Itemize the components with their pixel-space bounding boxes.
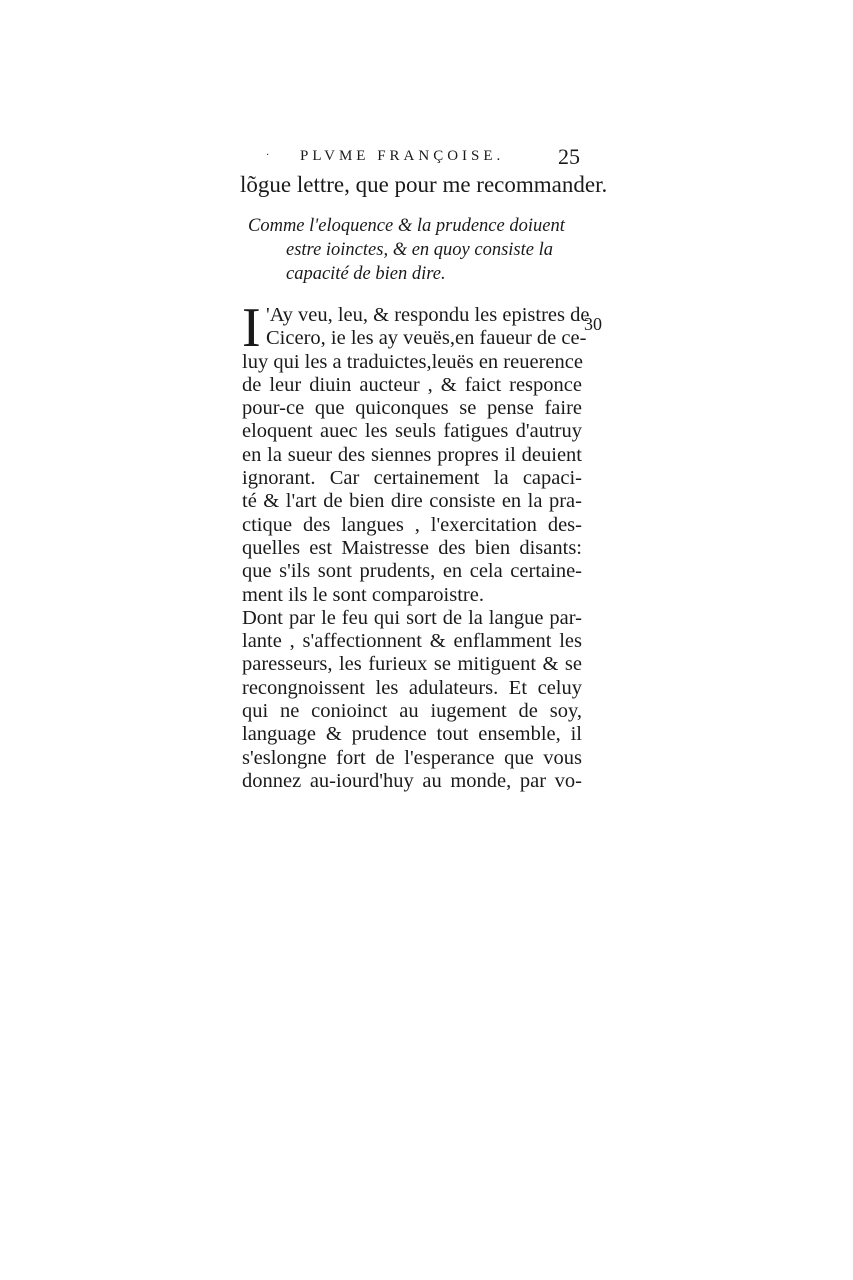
body-line: té & l'art de bien dire consiste en la pra-: [242, 490, 582, 513]
running-title: PLVME FRANÇOISE.: [300, 148, 505, 164]
continued-line: lõgue lettre, que pour me recommander.: [240, 172, 608, 197]
heading-line: estre ioinctes, & en quoy consiste la: [286, 240, 553, 260]
body-line: qui ne conioinct au iugement de soy,: [242, 700, 582, 723]
body-line: ignorant. Car certainement la capaci-: [242, 467, 582, 490]
body-text: [242, 297, 590, 793]
section-heading: [248, 214, 588, 286]
body-line: ment ils le sont comparoistre.: [242, 583, 484, 606]
marginal-number: 30: [584, 314, 602, 334]
body-line: quelles est Maistresse des bien disants:: [242, 536, 582, 559]
body-line: eloquent auec les seuls fatigues d'autruy: [242, 420, 582, 443]
running-header: [266, 144, 590, 172]
body-line: s'eslongne fort de l'esperance que vous: [242, 746, 582, 769]
body-line: recongnoissent les adulateurs. Et celuy: [242, 676, 582, 699]
body-line: pour-ce que quiconques se pense faire: [242, 397, 582, 420]
page-number: 25: [558, 144, 580, 169]
body-line: que s'ils sont prudents, en cela certaine-: [242, 560, 582, 583]
heading-line: Comme l'eloquence & la prudence doiuent: [248, 216, 565, 236]
body-line: donnez au-iourd'huy au monde, par vo-: [242, 769, 582, 792]
body-line: de leur diuin aucteur , & faict responce: [242, 373, 582, 396]
body-line: 'Ay veu, leu, & respondu les epistres de: [266, 304, 590, 326]
body-line: ctique des langues , l'exercitation des-: [242, 513, 582, 536]
body-line: Cicero, ie les ay veuës,en faueur de ce-: [266, 327, 587, 350]
body-line: en la sueur des siennes propres il deuient: [242, 443, 582, 466]
drop-capital: I: [242, 297, 261, 359]
body-line: language & prudence tout ensemble, il: [242, 723, 582, 746]
body-line: lante , s'affectionnent & enflamment les: [242, 630, 582, 653]
body-line: Dont par le feu qui sort de la langue par-: [242, 606, 582, 629]
header-mark: ·: [266, 150, 270, 161]
body-line: luy qui les a traduictes,leuës en reuerence: [242, 350, 583, 373]
body-line: paresseurs, les furieux se mitiguent & se: [242, 653, 582, 676]
heading-line: capacité de bien dire.: [286, 264, 446, 284]
